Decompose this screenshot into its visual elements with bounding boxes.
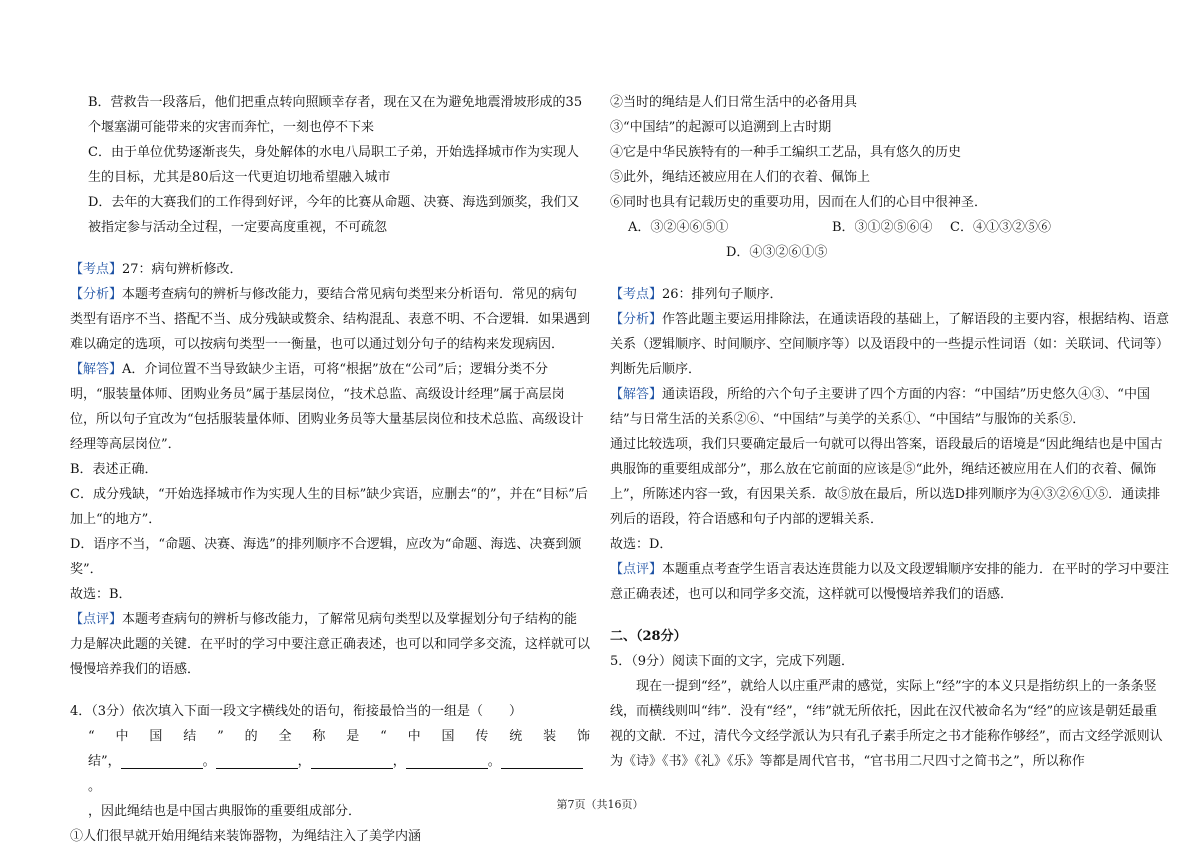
option-d: D．④③②⑥①⑤ xyxy=(726,245,828,260)
blank-4 xyxy=(406,754,488,769)
options-row-2 xyxy=(610,240,1170,265)
jieda-text: 通读语段，所给的六个句子主要讲了四个方面的内容：“中国结”历史悠久④③、“中国结”与日常生活的关系②⑥、“中国结”与美学的关系①、“中国结”与服饰的关系⑤． xyxy=(610,387,1150,427)
kaodian-tag: 【考点】 xyxy=(70,262,123,277)
item-2: ②当时的绳结是人们日常生活中的必备用具 xyxy=(610,95,858,110)
item-4: ④它是中华民族特有的一种手工编织工艺品，具有悠久的历史 xyxy=(610,145,962,160)
section-2-heading: 二、（28分） xyxy=(610,629,687,644)
jieda-tag: 【解答】 xyxy=(610,387,663,402)
dianping-text: 本题重点考查学生语言表达连贯能力以及文段逻辑顺序安排的能力．在平时的学习中要注意正确表述，也可以和同学多交流，这样就可以慢慢培养我们的语感． xyxy=(610,562,1170,602)
question-4-line3: ，因此绳结也是中国古典服饰的重要组成部分． xyxy=(88,804,362,819)
fenxi-tag: 【分析】 xyxy=(610,312,663,327)
jieda-section xyxy=(70,357,590,457)
jieda-b: B．表述正确． xyxy=(70,462,158,477)
fenxi-section xyxy=(70,282,590,357)
kaodian-text: 27：病句辨析修改． xyxy=(122,262,243,277)
fenxi-tag: 【分析】 xyxy=(70,287,123,302)
question-5-text: 现在一提到“经”，就给人以庄重严肃的感觉，实际上“经”字的本义只是指纺织上的一条条竖线，而横线则叫“纬”．没有“经”，“纬”就无所依托，因此在汉代被命名为“经”的应该是朝廷最重视的文献．不过，清代今文经学派认为只有孔子素手所定之书才能称作够经”，而古文经学派则认为《诗》《书》《礼》《乐》等都是周代官书，“官书用二尺四寸之简书之”，所以称作 xyxy=(610,679,1163,769)
dianping-tag: 【点评】 xyxy=(70,612,123,627)
answer-choice: 故选：D． xyxy=(610,537,673,552)
fenxi-text: 作答此题主要运用排除法，在通读语段的基础上，了解语段的主要内容，根据结构、语意关系（逻辑顺序、时间顺序、空间顺序等）以及语段中的一些提示性词语（如：关联词、代词等）判断先后顺序． xyxy=(610,312,1170,377)
jieda-c: C．成分残缺，“开始选择城市作为实现人生的目标”缺少宾语，应删去“的”，并在“目标”后加上“的地方”． xyxy=(70,487,588,527)
item-6: ⑥同时也具有记载历史的重要功用，因而在人们的心目中很神圣． xyxy=(610,195,988,210)
question-4-line1: “中国结”的全称是“中国传统装饰 xyxy=(88,729,590,744)
page-footer: 第7页（共16页） xyxy=(556,798,644,811)
question-4-line2-start: 结”， xyxy=(88,754,121,769)
fenxi-text: 本题考查病句的辨析与修改能力，要结合常见病句类型来分析语句．常见的病句类型有语序不当、搭配不当、成分残缺或赘余、结构混乱、表意不明、不合逻辑．如果遇到难以确定的选项，可以按病句类型一一衡量，也可以通过划分句子的结构来发现病因． xyxy=(70,287,591,352)
blank-5 xyxy=(501,754,583,769)
jieda-text: A．介词位置不当导致缺少主语，可将“根据”放在“公司”后；逻辑分类不分明，“服装量体师、团购业务员”属于基层岗位，“技术总监、高级设计经理”属于高层岗位，所以句子宜改为“包括服装量体师、团购业务员等大量基层岗位和技术总监、高级设计经理等高层岗位”． xyxy=(70,362,584,452)
question-5-head: 5．（9分）阅读下面的文字，完成下列题． xyxy=(610,654,855,669)
option-b: B．营救告一段落后，他们把重点转向照顾幸存者，现在又在为避免地震滑坡形成的35个堰塞湖可能带来的灾害而奔忙，一刻也停不下来 xyxy=(88,95,583,135)
dianping-section xyxy=(70,607,590,682)
left-column xyxy=(70,90,590,849)
question-4-line2: 结”， 。 ， ， 。。 xyxy=(70,749,590,799)
option-b: B．③①②⑤⑥④ xyxy=(832,220,933,235)
options-row-1 xyxy=(610,215,1170,240)
jieda-tag: 【解答】 xyxy=(70,362,123,377)
blank-1 xyxy=(121,754,203,769)
option-c: C．④①③②⑤⑥ xyxy=(950,220,1051,235)
right-column xyxy=(610,90,1170,774)
jieda-d: D．语序不当，“命题、决赛、海选”的排列顺序不合逻辑，应改为“命题、海选、决赛到颁奖”． xyxy=(70,537,582,577)
question-4-item1: ①人们很早就开始用绳结来装饰器物，为绳结注入了美学内涵 xyxy=(70,829,422,844)
item-3: ③“中国结”的起源可以追溯到上古时期 xyxy=(610,120,832,135)
kaodian-section xyxy=(70,257,590,282)
dianping-section xyxy=(610,557,1170,607)
fenxi-section xyxy=(610,307,1170,382)
item-5: ⑤此外，绳结还被应用在人们的衣着、佩饰上 xyxy=(610,170,871,185)
blank-2 xyxy=(216,754,298,769)
jieda-section xyxy=(610,382,1170,432)
jieda-paragraph-2: 通过比较选项，我们只要确定最后一句就可以得出答案，语段最后的语境是“因此绳结也是中国古典服饰的重要组成部分”，那么放在它前面的应该是⑤“此外，绳结还被应用在人们的衣着、佩饰上”，所陈述内容一致，有因果关系．故⑤放在最后，所以选D排列顺序为④③②⑥①⑤．通读排列后的语段，符合语感和句子内部的逻辑关系． xyxy=(610,437,1163,527)
dianping-text: 本题考查病句的辨析与修改能力，了解常见病句类型以及掌握划分句子结构的能力是解决此题的关键．在平时的学习中要注意正确表述，也可以和同学多交流，这样就可以慢慢培养我们的语感． xyxy=(70,612,591,677)
dianping-tag: 【点评】 xyxy=(610,562,663,577)
question-4-head: 4．（3分）依次填入下面一段文字横线处的语句，衔接最恰当的一组是（ ） xyxy=(70,704,523,719)
answer-choice: 故选：B． xyxy=(70,587,132,602)
option-a: A．③②④⑥⑤① xyxy=(628,220,729,235)
kaodian-text: 26：排列句子顺序． xyxy=(662,287,783,302)
kaodian-section xyxy=(610,282,1170,307)
option-c: C．由于单位优势逐渐丧失，身处解体的水电八局职工子弟，开始选择城市作为实现人生的目标，尤其是80后这一代更迫切地希望融入城市 xyxy=(88,145,579,185)
option-d: D．去年的大赛我们的工作得到好评，今年的比赛从命题、决赛、海选到颁奖，我们又被指定参与活动全过程，一定要高度重视，不可疏忽 xyxy=(88,195,580,235)
kaodian-tag: 【考点】 xyxy=(610,287,663,302)
blank-3 xyxy=(311,754,393,769)
